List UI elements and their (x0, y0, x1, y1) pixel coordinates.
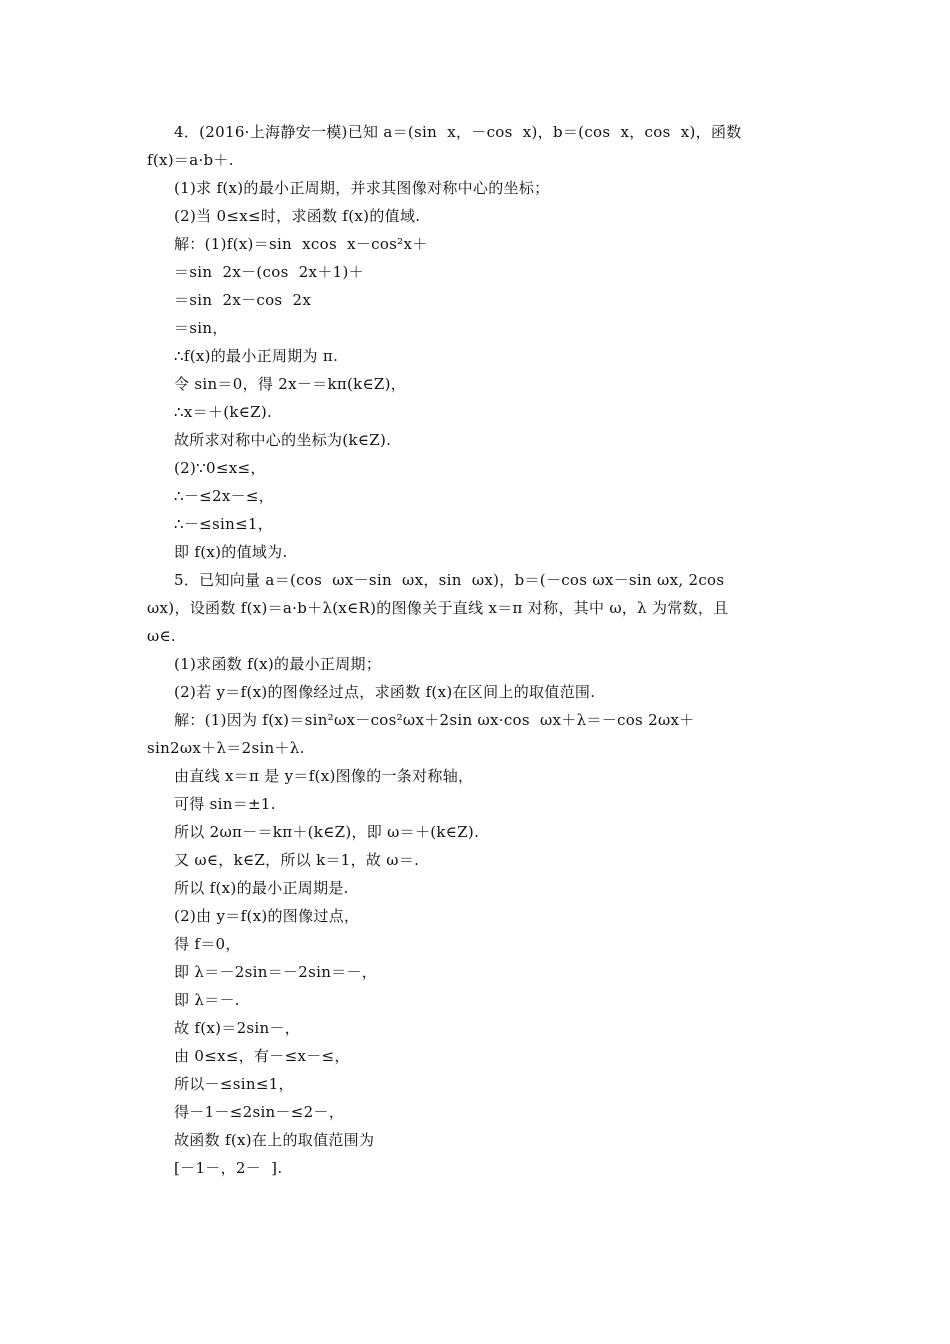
problem-5-statement-cont: ω∈. (147, 627, 177, 645)
solution-5-line: 由 0≤x≤，有－≤x－≤， (174, 1047, 350, 1065)
solution-5-line: 解：(1)因为 f(x)＝sin²ωx－cos²ωx＋2sin ωx·cos ωx＋λ＝－cos 2ωx＋ (174, 711, 695, 729)
solution-5-line: 得－1－≤2sin－≤2－， (174, 1103, 345, 1121)
solution-4-line: 故所求对称中心的坐标为(k∈Z). (174, 431, 392, 449)
solution-5-line: 所以 f(x)的最小正周期是. (174, 879, 349, 897)
problem-5-statement-cont: ωx)，设函数 f(x)＝a·b＋λ(x∈R)的图像关于直线 x＝π 对称，其中 ω，λ 为常数，且 (147, 599, 729, 617)
problem-4-part-2: (2)当 0≤x≤时，求函数 f(x)的值域. (174, 207, 421, 225)
solution-4-line: ∴－≤2x－≤， (174, 487, 275, 505)
solution-4-line: ∴－≤sin≤1， (174, 515, 274, 533)
solution-5-line: 故函数 f(x)在上的取值范围为 (174, 1131, 375, 1149)
problem-4-statement-cont: f(x)＝a·b＋. (147, 151, 234, 169)
solution-5-line: sin2ωx＋λ＝2sin＋λ. (147, 739, 305, 757)
solution-5-line: 可得 sin＝±1. (174, 795, 276, 813)
solution-5-line: 又 ω∈，k∈Z，所以 k＝1，故 ω＝. (174, 851, 420, 869)
solution-4-line: ＝sin 2x－cos 2x (174, 291, 312, 309)
solution-5-line: 即 λ＝－. (174, 991, 240, 1009)
solution-5-line: [－1－，2－ ]. (174, 1159, 283, 1177)
solution-4-line: ∴x＝＋(k∈Z). (174, 403, 273, 421)
solution-4-line: ＝sin 2x－(cos 2x＋1)＋ (174, 263, 364, 281)
solution-4-line: ∴f(x)的最小正周期为 π. (174, 347, 339, 365)
solution-4-line: 令 sin＝0，得 2x－＝kπ(k∈Z)， (174, 375, 407, 393)
problem-5-statement: 5．已知向量 a＝(cos ωx－sin ωx，sin ωx)，b＝(－cos ωx－sin ωx, 2cos (174, 571, 725, 589)
solution-5-line: (2)由 y＝f(x)的图像过点， (174, 907, 360, 925)
solution-4-line: ＝sin， (174, 319, 228, 337)
problem-4-part-1: (1)求 f(x)的最小正周期，并求其图像对称中心的坐标； (174, 179, 550, 197)
solution-5-line: 得 f＝0， (174, 935, 241, 953)
problem-4-statement: 4．(2016·上海静安一模)已知 a＝(sin x，－cos x)，b＝(cos x，cos x)，函数 (174, 123, 742, 141)
solution-4-line: (2)∵0≤x≤， (174, 459, 266, 477)
problem-5-part-2: (2)若 y＝f(x)的图像经过点，求函数 f(x)在区间上的取值范围. (174, 683, 596, 701)
solution-5-line: 由直线 x＝π 是 y＝f(x)图像的一条对称轴， (174, 767, 474, 785)
solution-5-line: 所以－≤sin≤1， (174, 1075, 294, 1093)
solution-4-line: 解：(1)f(x)＝sin xcos x－cos²x＋ (174, 235, 428, 253)
solution-5-line: 即 λ＝－2sin＝－2sin＝－， (174, 963, 378, 981)
problem-5-part-1: (1)求函数 f(x)的最小正周期； (174, 655, 382, 673)
solution-5-line: 故 f(x)＝2sin－， (174, 1019, 301, 1037)
solution-5-line: 所以 2ωπ－＝kπ＋(k∈Z)，即 ω＝＋(k∈Z). (174, 823, 480, 841)
solution-4-line: 即 f(x)的值域为. (174, 543, 288, 561)
